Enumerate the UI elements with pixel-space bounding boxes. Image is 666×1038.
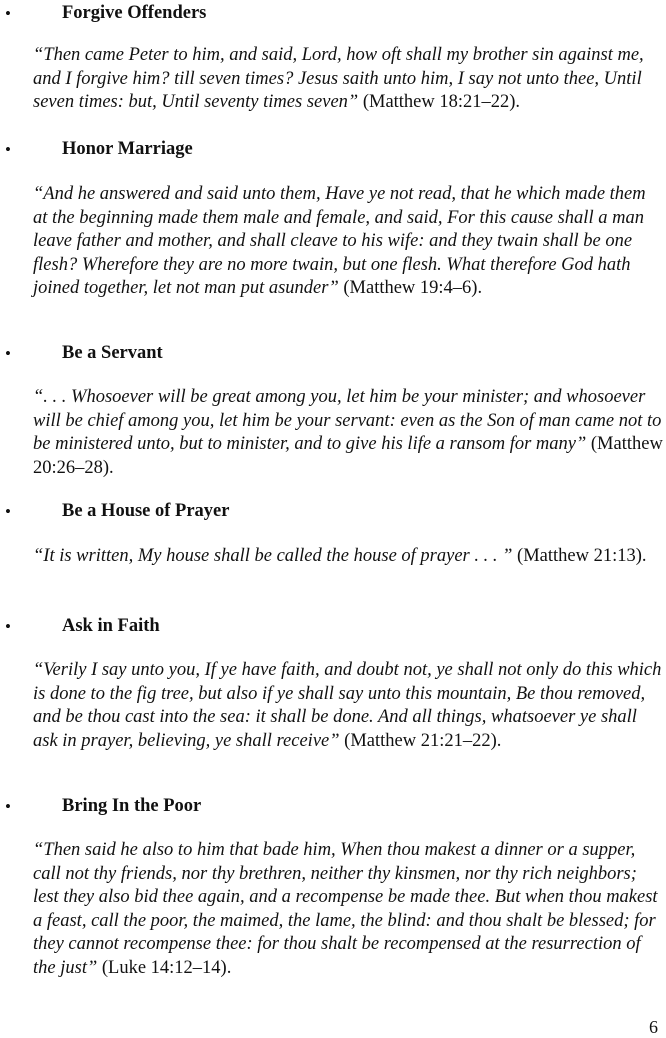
section-heading: Bring In the Poor — [62, 796, 202, 816]
bullet: • — [5, 140, 11, 159]
quote-text: “Then came Peter to him, and said, Lord, how oft shall my brother sin against me, and I forgive him? till seven times? Jesus saith unto him, I say not unto thee, Until seven times: but, Until seventy times seven” — [33, 45, 644, 112]
scripture-quote — [33, 839, 663, 980]
scripture-reference: (Matthew 21:21–22). — [339, 730, 502, 751]
scripture-quote — [33, 659, 663, 753]
quote-text: “It is written, My house shall be called the house of prayer . . . ” — [33, 546, 513, 566]
scripture-reference: (Matthew 18:21–22). — [358, 92, 521, 112]
section-heading: Be a Servant — [62, 343, 163, 363]
section-heading: Honor Marriage — [62, 139, 193, 159]
section-be-a-servant — [0, 341, 666, 478]
section-house-of-prayer — [0, 499, 666, 566]
section-bring-in-the-poor — [0, 794, 666, 978]
scripture-quote — [33, 183, 663, 301]
section-heading: Forgive Offenders — [62, 3, 207, 23]
quote-text: “And he answered and said unto them, Have ye not read, that he which made them at the beginning made them male and female, and said, For this cause shall a man leave father and mother, and shall cleave to his wife: and they twain shall be one flesh? Wherefore they are no more twain, but one flesh. What therefore God hath joined together, let not man put asunder” — [33, 184, 646, 298]
bullet: • — [5, 4, 11, 23]
scripture-quote — [33, 386, 663, 480]
bullet: • — [5, 502, 11, 521]
bullet: • — [5, 617, 11, 636]
scripture-reference: (Luke 14:12–14). — [97, 957, 232, 978]
scripture-reference: (Matthew 20:26–28). — [33, 434, 663, 478]
scripture-reference: (Matthew 21:13). — [512, 546, 647, 566]
section-heading: Be a House of Prayer — [62, 501, 230, 521]
section-heading: Ask in Faith — [62, 616, 160, 636]
page-number: 6 — [649, 1017, 658, 1037]
scripture-reference: (Matthew 19:4–6). — [338, 278, 483, 298]
section-ask-in-faith — [0, 614, 666, 751]
scripture-quote — [33, 44, 663, 115]
scripture-quote — [33, 545, 663, 569]
section-forgive-offenders — [0, 1, 666, 112]
section-honor-marriage — [0, 137, 666, 298]
quote-text: “Verily I say unto you, If ye have faith, and doubt not, ye shall not only do this which is done to the fig tree, but also if ye shall say unto this mountain, Be thou removed, and be thou cast into the sea: it shall be done. And all things, whatsoever ye shall ask in prayer, believing, ye shall receive” — [33, 660, 662, 751]
bullet: • — [5, 344, 11, 363]
quote-text: “. . . Whosoever will be great among you, let him be your minister; and whosoever will be chief among you, let him be your servant: even as the Son of man came not to be ministered unto, but to minister, and to give his life a ransom for many” — [33, 387, 662, 454]
bullet: • — [5, 797, 11, 816]
quote-text: “Then said he also to him that bade him, When thou makest a dinner or a supper, call not thy friends, nor thy brethren, neither thy kinsmen, nor thy rich neighbors; lest they also bid thee again, and a recompense be made thee. But when thou makest a feast, call the poor, the maimed, the lame, the blind: and thou shalt be blessed; for they cannot recompense thee: for thou shalt be recompensed at the resurrection of the just” — [33, 840, 658, 978]
